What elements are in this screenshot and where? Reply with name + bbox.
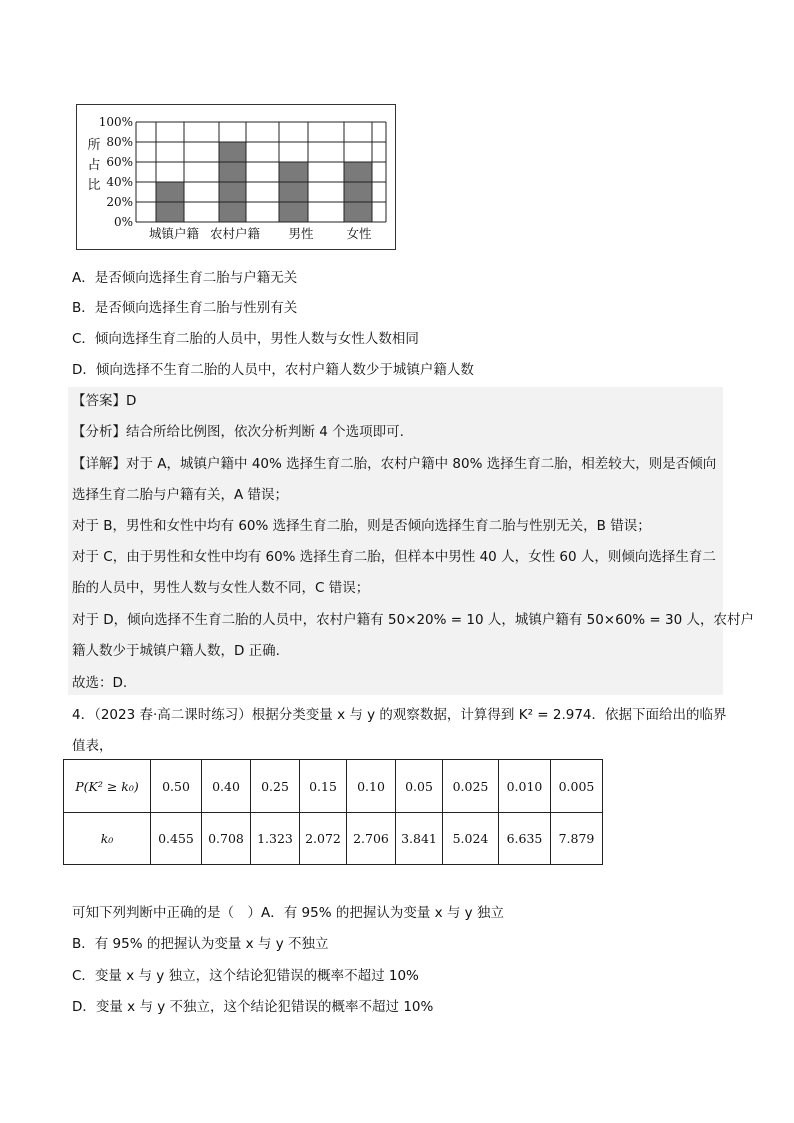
p-value-cell: 0.025 bbox=[443, 760, 499, 813]
p-value-cell: 0.50 bbox=[151, 760, 202, 813]
bar bbox=[279, 162, 308, 222]
y-axis-label-char: 比 bbox=[86, 177, 101, 193]
k-value-cell: 5.024 bbox=[443, 813, 499, 865]
y-axis-label-char: 所 bbox=[86, 137, 101, 153]
detail-line-6: 对于 D，倾向选择不生育二胎的人员中，农村户籍有 50×20% = 10 人，城镇户籍有 50×60% = 30 人，农村户 bbox=[72, 612, 754, 628]
analysis-line: 【分析】结合所给比例图，依次分析判断 4 个选项即可. bbox=[72, 424, 404, 440]
answer-line: 【答案】D bbox=[72, 393, 137, 409]
p-value-cell: 0.05 bbox=[396, 760, 443, 813]
option-d: D．倾向选择不生育二胎的人员中，农村户籍人数少于城镇户籍人数 bbox=[72, 362, 474, 378]
k-value-cell: 2.072 bbox=[300, 813, 347, 865]
q4-option-c: C．变量 x 与 y 独立，这个结论犯错误的概率不超过 10% bbox=[72, 968, 419, 984]
q4-line-1: 4．（2023 春·高二课时练习）根据分类变量 x 与 y 的观察数据，计算得到 K² = 2.974．依据下面给出的临界 bbox=[72, 707, 727, 723]
option-a: A．是否倾向选择生育二胎与户籍无关 bbox=[72, 270, 298, 286]
k-value-cell: 0.708 bbox=[202, 813, 251, 865]
y-tick-label: 100% bbox=[98, 114, 133, 129]
k-value-cell: 7.879 bbox=[551, 813, 603, 865]
category-label: 女性 bbox=[345, 225, 372, 241]
critical-value-table bbox=[63, 759, 603, 865]
y-tick-label: 60% bbox=[105, 154, 133, 169]
p-value-cell: 0.15 bbox=[300, 760, 347, 813]
q4-option-d: D．变量 x 与 y 不独立，这个结论犯错误的概率不超过 10% bbox=[72, 999, 434, 1015]
q4-stem-tail: 可知下列判断中正确的是（ ）A．有 95% 的把握认为变量 x 与 y 独立 bbox=[72, 905, 504, 921]
k-value-cell: 6.635 bbox=[499, 813, 551, 865]
p-value-cell: 0.005 bbox=[551, 760, 603, 813]
table-header-k: k₀ bbox=[64, 813, 151, 865]
detail-line-7: 籍人数少于城镇户籍人数，D 正确. bbox=[72, 643, 280, 659]
detail-line-1: 【详解】对于 A，城镇户籍中 40% 选择生育二胎，农村户籍中 80% 选择生育二胎，相差较大，则是否倾向 bbox=[72, 456, 717, 472]
y-tick-label: 0% bbox=[113, 214, 133, 229]
detail-line-4: 对于 C，由于男性和女性中均有 60% 选择生育二胎，但样本中男性 40 人，女性 60 人，则倾向选择生育二 bbox=[72, 549, 716, 565]
detail-line-5: 胎的人员中，男性人数与女性人数不同，C 错误； bbox=[72, 580, 370, 596]
category-label: 男性 bbox=[287, 225, 314, 241]
p-value-cell: 0.010 bbox=[499, 760, 551, 813]
detail-line-3: 对于 B，男性和女性中均有 60% 选择生育二胎，则是否倾向选择生育二胎与性别无关，B 错误； bbox=[72, 518, 651, 534]
option-c: C．倾向选择生育二胎的人员中，男性人数与女性人数相同 bbox=[72, 331, 419, 347]
p-value-cell: 0.10 bbox=[347, 760, 396, 813]
k-value-cell: 2.706 bbox=[347, 813, 396, 865]
q4-line-2: 值表， bbox=[72, 738, 113, 754]
category-label: 农村户籍 bbox=[209, 225, 260, 241]
bar bbox=[344, 162, 372, 222]
table-header-p: P(K² ≥ k₀) bbox=[64, 760, 151, 813]
bar-chart-frame bbox=[76, 104, 396, 250]
p-value-cell: 0.25 bbox=[251, 760, 300, 813]
p-value-cell: 0.40 bbox=[202, 760, 251, 813]
k-value-cell: 0.455 bbox=[151, 813, 202, 865]
q4-option-b: B．有 95% 的把握认为变量 x 与 y 不独立 bbox=[72, 936, 329, 952]
y-tick-label: 80% bbox=[105, 134, 133, 149]
y-tick-label: 20% bbox=[105, 194, 133, 209]
bar-chart bbox=[76, 104, 396, 250]
table-row-k bbox=[64, 813, 603, 865]
k-value-cell: 1.323 bbox=[251, 813, 300, 865]
category-label: 城镇户籍 bbox=[148, 225, 199, 241]
y-tick-label: 40% bbox=[105, 174, 133, 189]
table-row-p bbox=[64, 760, 603, 813]
detail-line-2: 选择生育二胎与户籍有关，A 错误； bbox=[72, 487, 289, 503]
choice-line: 故选：D. bbox=[72, 675, 128, 691]
y-axis-label-char: 占 bbox=[86, 157, 101, 173]
option-b: B．是否倾向选择生育二胎与性别有关 bbox=[72, 300, 298, 316]
k-value-cell: 3.841 bbox=[396, 813, 443, 865]
